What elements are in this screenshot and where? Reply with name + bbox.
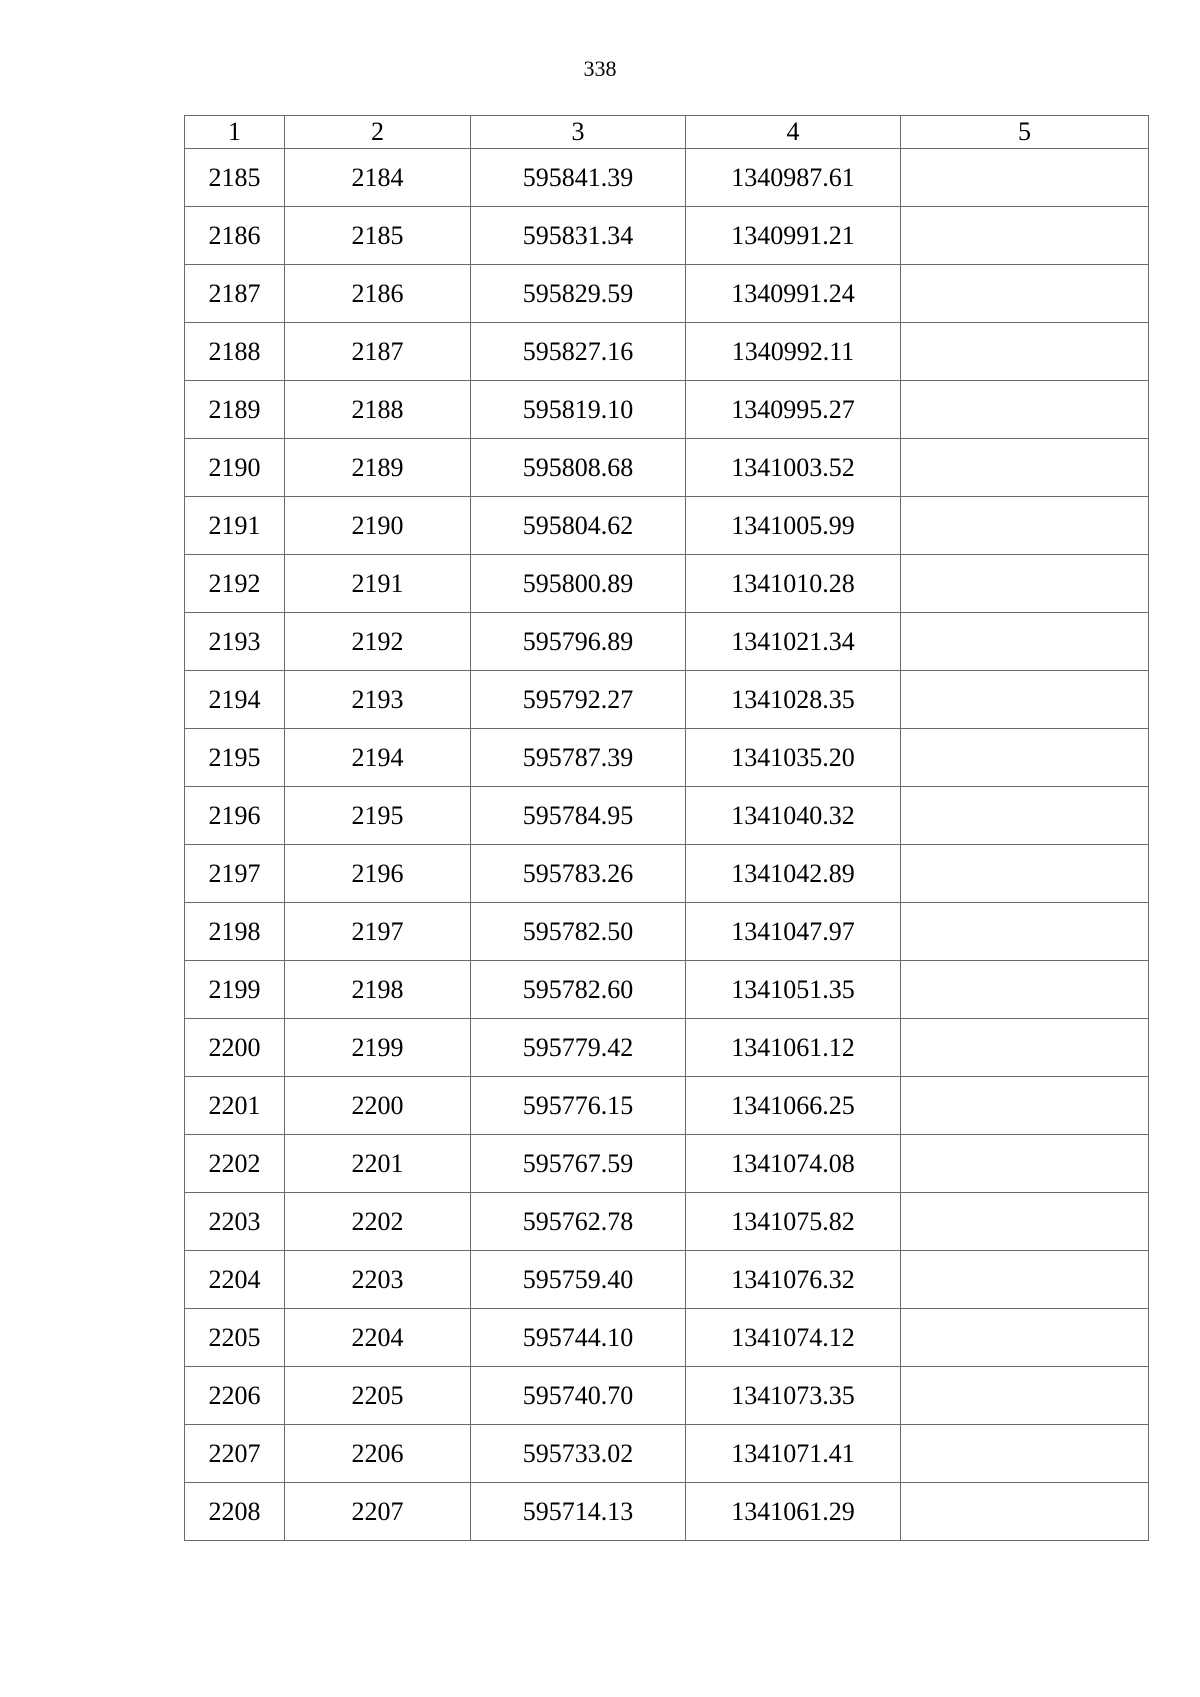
table-cell-col-1: 2206 [185,1367,285,1425]
table-header-row [185,116,1149,149]
table-cell-col-1: 2196 [185,787,285,845]
table-cell-col-5 [901,1019,1149,1077]
column-header-2: 2 [285,116,471,149]
table-cell-col-1: 2204 [185,1251,285,1309]
table-row [185,671,1149,729]
table-cell-col-3: 595796.89 [471,613,686,671]
table-cell-col-4: 1341061.29 [686,1483,901,1541]
table-cell-col-4: 1341042.89 [686,845,901,903]
table-row [185,207,1149,265]
table-cell-col-2: 2185 [285,207,471,265]
table-cell-col-4: 1341035.20 [686,729,901,787]
table-row [185,1367,1149,1425]
table-cell-col-3: 595782.60 [471,961,686,1019]
table-cell-col-1: 2208 [185,1483,285,1541]
table-cell-col-4: 1341061.12 [686,1019,901,1077]
table-cell-col-1: 2189 [185,381,285,439]
table-row [185,1483,1149,1541]
table-cell-col-4: 1341076.32 [686,1251,901,1309]
table-body [185,149,1149,1541]
table-cell-col-2: 2198 [285,961,471,1019]
table-cell-col-3: 595733.02 [471,1425,686,1483]
table-cell-col-2: 2192 [285,613,471,671]
table-cell-col-2: 2201 [285,1135,471,1193]
table-row [185,787,1149,845]
table-cell-col-4: 1341010.28 [686,555,901,613]
table-cell-col-5 [901,729,1149,787]
table-cell-col-3: 595782.50 [471,903,686,961]
table-row [185,1077,1149,1135]
table-cell-col-5 [901,845,1149,903]
table-row [185,613,1149,671]
table-cell-col-2: 2204 [285,1309,471,1367]
table-cell-col-4: 1341003.52 [686,439,901,497]
table-row [185,1251,1149,1309]
table-cell-col-2: 2184 [285,149,471,207]
table-cell-col-2: 2186 [285,265,471,323]
table-cell-col-1: 2197 [185,845,285,903]
table-cell-col-5 [901,497,1149,555]
table-cell-col-2: 2189 [285,439,471,497]
table-cell-col-2: 2195 [285,787,471,845]
table-cell-col-5 [901,265,1149,323]
table-cell-col-5 [901,1193,1149,1251]
table-cell-col-4: 1341071.41 [686,1425,901,1483]
table-cell-col-5 [901,439,1149,497]
table-cell-col-1: 2193 [185,613,285,671]
table-cell-col-2: 2194 [285,729,471,787]
table-cell-col-4: 1341074.08 [686,1135,901,1193]
table-cell-col-5 [901,671,1149,729]
table-cell-col-4: 1341066.25 [686,1077,901,1135]
table-cell-col-4: 1341074.12 [686,1309,901,1367]
table-cell-col-1: 2188 [185,323,285,381]
table-row [185,903,1149,961]
table-cell-col-3: 595783.26 [471,845,686,903]
table-cell-col-3: 595740.70 [471,1367,686,1425]
table-cell-col-3: 595792.27 [471,671,686,729]
table-cell-col-5 [901,1483,1149,1541]
table-cell-col-2: 2205 [285,1367,471,1425]
table-cell-col-2: 2203 [285,1251,471,1309]
table-row [185,845,1149,903]
table-cell-col-2: 2199 [285,1019,471,1077]
table-cell-col-4: 1341051.35 [686,961,901,1019]
table-cell-col-4: 1340991.24 [686,265,901,323]
table-cell-col-5 [901,613,1149,671]
table-cell-col-5 [901,903,1149,961]
table-cell-col-3: 595776.15 [471,1077,686,1135]
table-cell-col-3: 595841.39 [471,149,686,207]
table-cell-col-2: 2200 [285,1077,471,1135]
table-row [185,323,1149,381]
table-cell-col-3: 595827.16 [471,323,686,381]
table-cell-col-3: 595800.89 [471,555,686,613]
table-cell-col-4: 1341040.32 [686,787,901,845]
table-cell-col-1: 2202 [185,1135,285,1193]
table-cell-col-2: 2196 [285,845,471,903]
table-row [185,265,1149,323]
table-cell-col-5 [901,207,1149,265]
table-cell-col-5 [901,787,1149,845]
table-cell-col-2: 2202 [285,1193,471,1251]
table-cell-col-2: 2191 [285,555,471,613]
table-cell-col-3: 595744.10 [471,1309,686,1367]
table-cell-col-3: 595714.13 [471,1483,686,1541]
table-cell-col-1: 2192 [185,555,285,613]
table-cell-col-1: 2194 [185,671,285,729]
table-row [185,149,1149,207]
table-cell-col-5 [901,381,1149,439]
table-cell-col-3: 595762.78 [471,1193,686,1251]
coordinates-table [184,115,1149,1541]
table-cell-col-2: 2193 [285,671,471,729]
table-cell-col-5 [901,961,1149,1019]
table-cell-col-1: 2191 [185,497,285,555]
table-cell-col-5 [901,1135,1149,1193]
table-cell-col-2: 2187 [285,323,471,381]
table-cell-col-3: 595831.34 [471,207,686,265]
table-cell-col-3: 595767.59 [471,1135,686,1193]
table-cell-col-1: 2200 [185,1019,285,1077]
table-cell-col-1: 2207 [185,1425,285,1483]
table-cell-col-1: 2198 [185,903,285,961]
table-row [185,439,1149,497]
table-cell-col-2: 2197 [285,903,471,961]
table-cell-col-1: 2185 [185,149,285,207]
table-cell-col-1: 2187 [185,265,285,323]
table-cell-col-5 [901,323,1149,381]
table-row [185,497,1149,555]
table-cell-col-1: 2190 [185,439,285,497]
table-cell-col-4: 1341005.99 [686,497,901,555]
table-row [185,1309,1149,1367]
table-cell-col-3: 595808.68 [471,439,686,497]
column-header-5: 5 [901,116,1149,149]
table-cell-col-4: 1340991.21 [686,207,901,265]
table-row [185,1019,1149,1077]
table-cell-col-1: 2201 [185,1077,285,1135]
page-number: 338 [583,56,617,81]
table-cell-col-4: 1341028.35 [686,671,901,729]
table-row [185,1425,1149,1483]
table-cell-col-2: 2206 [285,1425,471,1483]
column-header-3: 3 [471,116,686,149]
table-cell-col-3: 595829.59 [471,265,686,323]
table-cell-col-3: 595787.39 [471,729,686,787]
table-row [185,381,1149,439]
table-cell-col-2: 2207 [285,1483,471,1541]
table-cell-col-1: 2205 [185,1309,285,1367]
table-cell-col-5 [901,555,1149,613]
table-cell-col-4: 1341075.82 [686,1193,901,1251]
table-cell-col-3: 595804.62 [471,497,686,555]
table-cell-col-5 [901,1425,1149,1483]
table-cell-col-4: 1340992.11 [686,323,901,381]
table-cell-col-5 [901,1077,1149,1135]
table-cell-col-5 [901,1251,1149,1309]
table-cell-col-4: 1341021.34 [686,613,901,671]
table-cell-col-3: 595819.10 [471,381,686,439]
table-cell-col-4: 1341073.35 [686,1367,901,1425]
table-cell-col-1: 2195 [185,729,285,787]
table-cell-col-5 [901,1309,1149,1367]
table-cell-col-4: 1341047.97 [686,903,901,961]
table-cell-col-4: 1340987.61 [686,149,901,207]
table-row [185,1135,1149,1193]
table-cell-col-5 [901,1367,1149,1425]
table-cell-col-1: 2199 [185,961,285,1019]
table-cell-col-4: 1340995.27 [686,381,901,439]
table-cell-col-1: 2203 [185,1193,285,1251]
table-cell-col-1: 2186 [185,207,285,265]
column-header-1: 1 [185,116,285,149]
table-cell-col-3: 595784.95 [471,787,686,845]
table-cell-col-2: 2188 [285,381,471,439]
table-cell-col-2: 2190 [285,497,471,555]
table-row [185,729,1149,787]
table-cell-col-3: 595759.40 [471,1251,686,1309]
table-row [185,961,1149,1019]
column-header-4: 4 [686,116,901,149]
table-row [185,555,1149,613]
table-cell-col-3: 595779.42 [471,1019,686,1077]
table-row [185,1193,1149,1251]
table-cell-col-5 [901,149,1149,207]
